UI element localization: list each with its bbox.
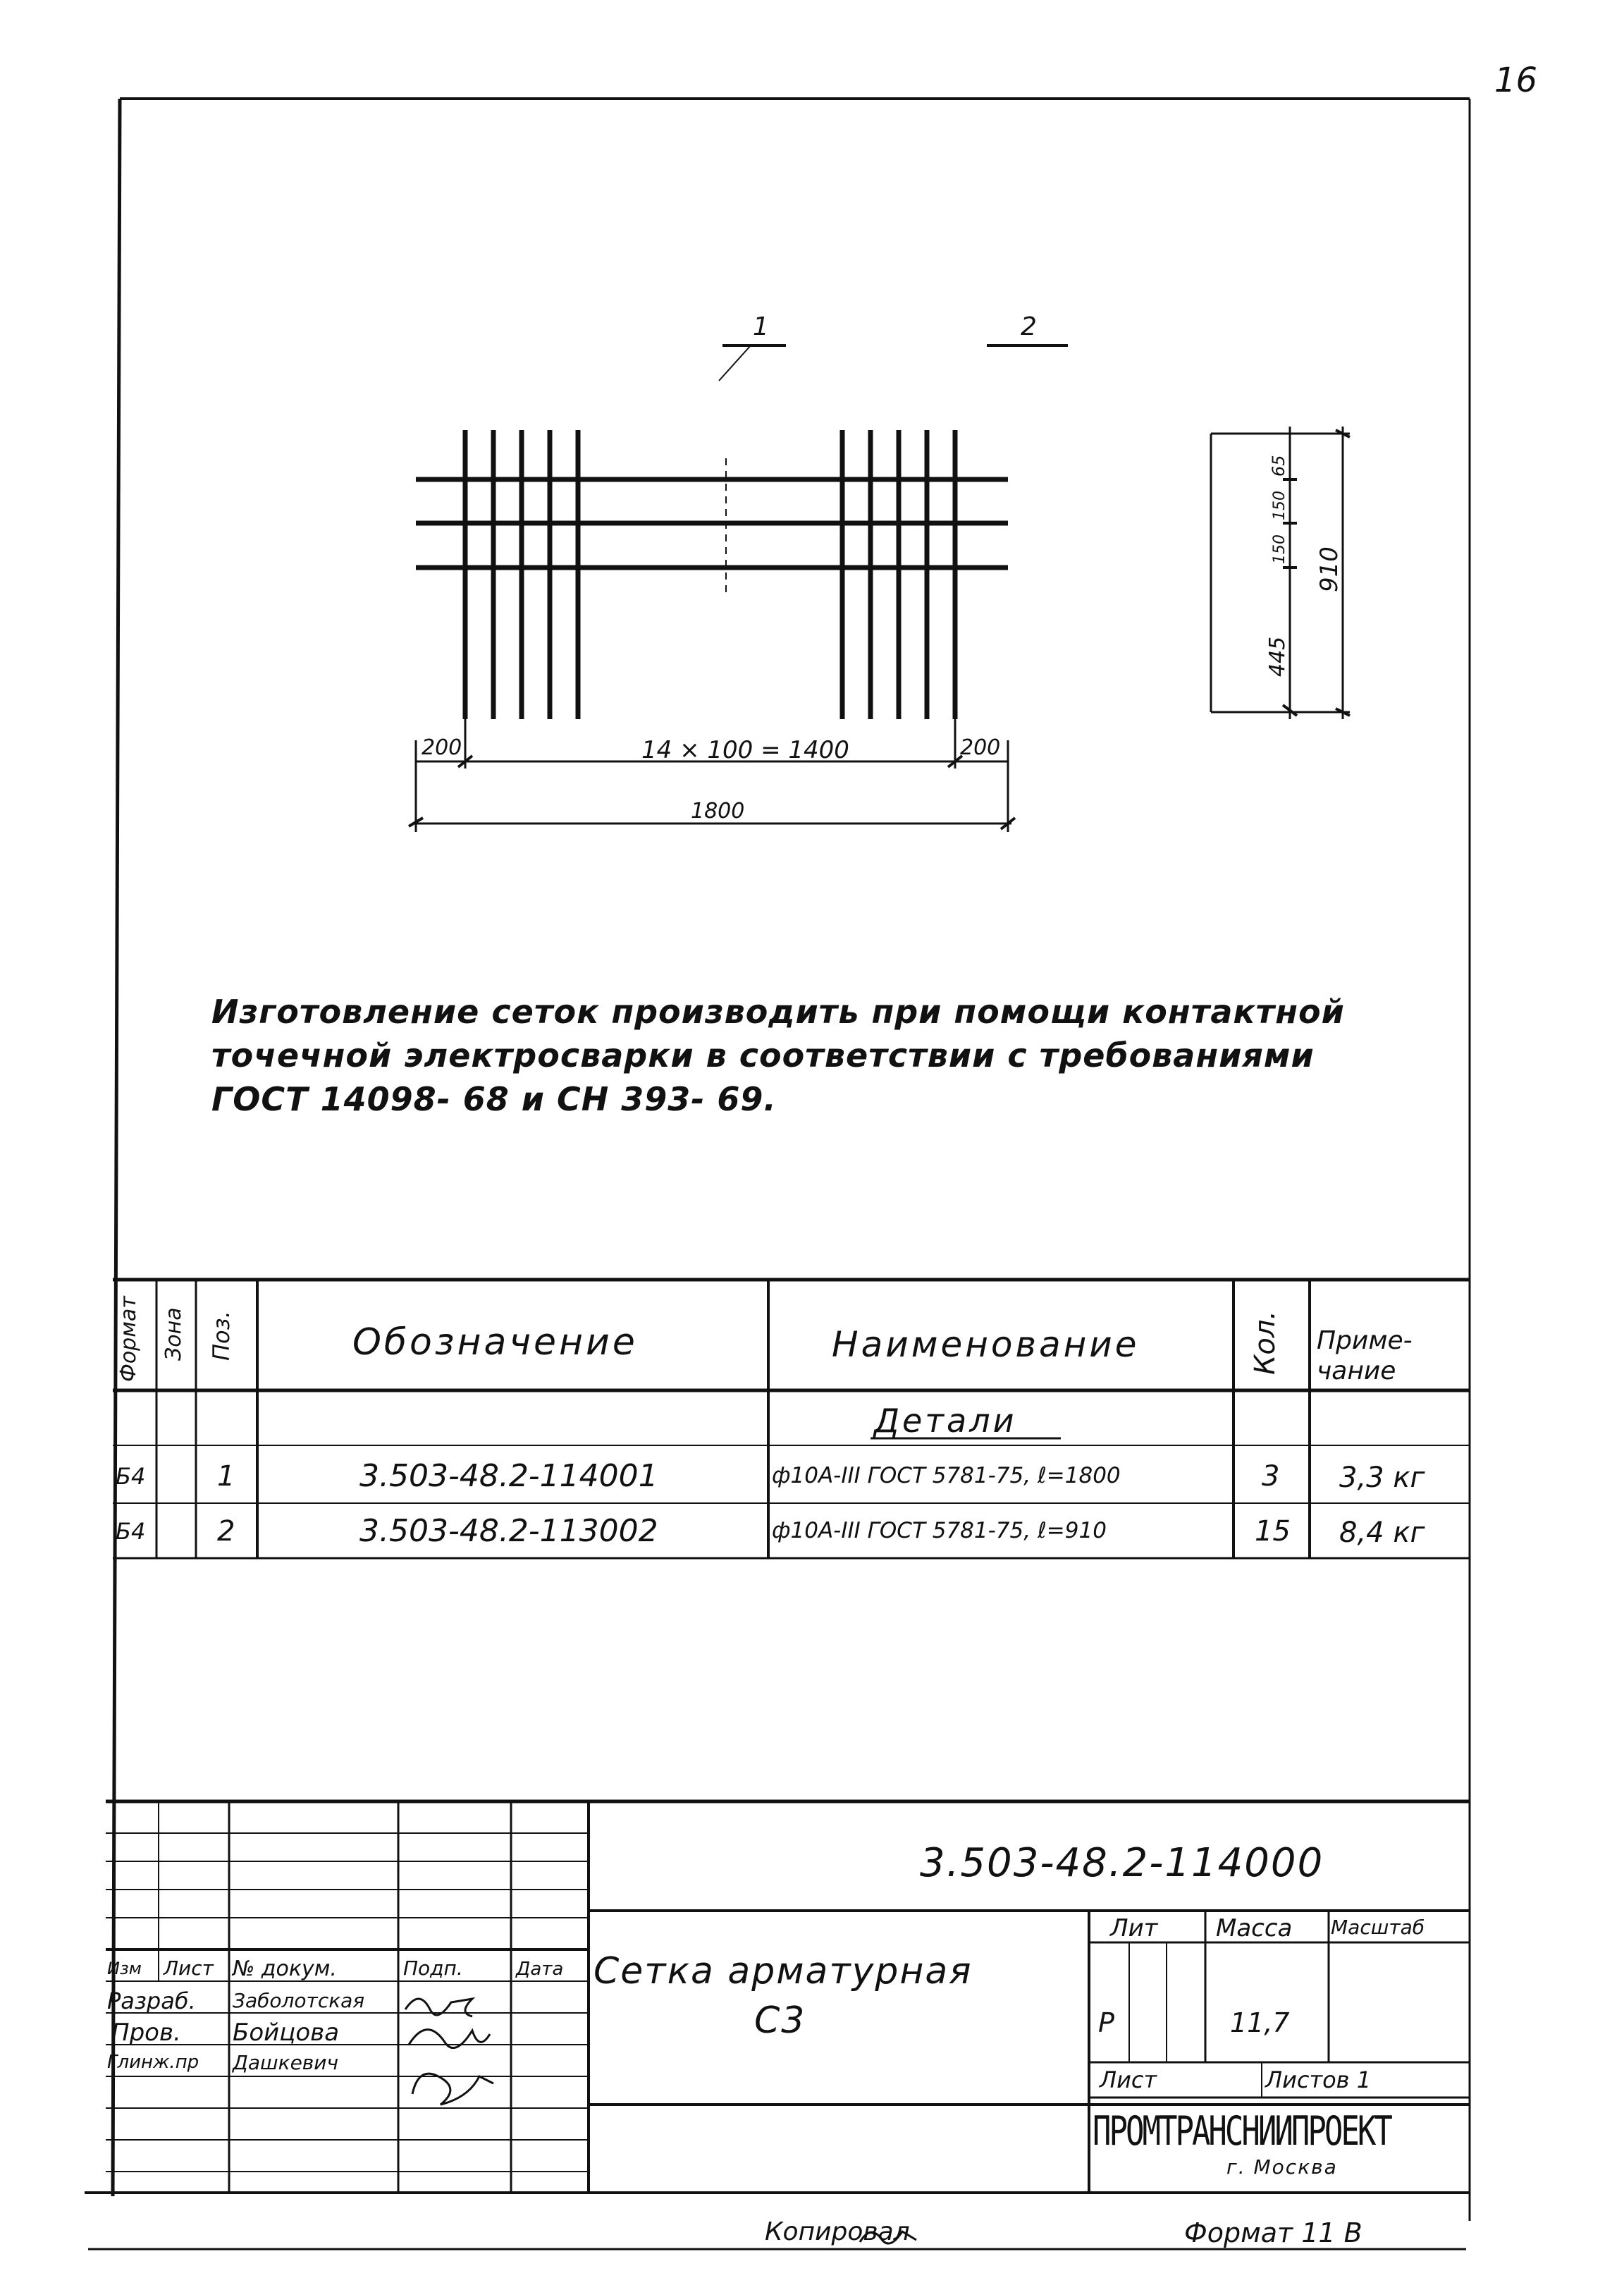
header-pos: Поз. (208, 1311, 235, 1361)
row2-qty: 15 (1255, 1515, 1291, 1548)
fabrication-note-line-1: Изготовление сеток производить при помощи контактной (211, 993, 1345, 1031)
header-format: Формат (116, 1296, 141, 1382)
tb-header-doc-no: № докум. (233, 1957, 337, 1981)
tb-header-sign: Подп. (403, 1957, 463, 1980)
fabrication-note-line-2: точечной электросварки в соответствии с требованиями (211, 1036, 1315, 1074)
header-note: Приме-чание (1317, 1326, 1413, 1386)
dim-middle: 14 × 100 = 1400 (641, 736, 849, 764)
dim-150-lower: 150 (1271, 534, 1288, 564)
dim-left: 200 (422, 735, 462, 760)
staff-role-developer: Разраб. (107, 1988, 196, 2014)
dim-total: 1800 (691, 799, 745, 823)
tb-header-list: Лист (164, 1957, 214, 1980)
header-designation: Обозначение (352, 1321, 638, 1364)
lit-label: Лит (1110, 1914, 1158, 1942)
sheets-count: Листов 1 (1265, 2066, 1372, 2093)
sheet-label: Лист (1100, 2066, 1157, 2093)
dim-910: 910 (1315, 546, 1343, 592)
dim-150-upper: 150 (1271, 491, 1288, 520)
row1-format: Б4 (116, 1463, 146, 1490)
scale-label: Масштаб (1331, 1916, 1425, 1939)
row2-note: 8,4 кг (1339, 1517, 1425, 1549)
staff-role-checker: Пров. (111, 2019, 181, 2047)
mass-value: 11,7 (1230, 2007, 1290, 2038)
copied-by-label: Копировал (765, 2217, 910, 2246)
dim-right: 200 (960, 735, 1001, 760)
dim-65: 65 (1269, 455, 1288, 477)
section-title-details: Детали (874, 1402, 1017, 1440)
signatures (405, 1999, 916, 2246)
staff-name-developer: Заболотская (233, 1989, 365, 2012)
row1-designation: 3.503-48.2-114001 (359, 1458, 658, 1494)
header-name: Наименование (832, 1324, 1140, 1365)
row1-pos: 1 (217, 1460, 235, 1493)
row1-note: 3,3 кг (1339, 1462, 1425, 1494)
organization-city: г. Москва (1226, 2155, 1338, 2179)
tb-header-izm: Изм (107, 1959, 142, 1978)
callout-2: 2 (1021, 312, 1037, 341)
row2-designation: 3.503-48.2-113002 (359, 1513, 658, 1549)
lit-value: Р (1098, 2007, 1114, 2038)
row1-qty: 3 (1262, 1460, 1280, 1493)
row2-format: Б4 (116, 1518, 146, 1545)
mesh-drawing (409, 312, 1350, 832)
drawing-title-mark: С3 (754, 2000, 806, 2042)
staff-name-checker: Бойцова (233, 2019, 340, 2047)
row1-name: ф10А-III ГОСТ 5781-75, ℓ=1800 (772, 1463, 1121, 1488)
drawing-title: Сетка арматурная (593, 1950, 973, 1992)
dim-445: 445 (1265, 636, 1290, 677)
row2-pos: 2 (217, 1515, 235, 1548)
fabrication-note-line-3: ГОСТ 14098- 68 и СН 393- 69. (211, 1080, 777, 1118)
mass-label: Масса (1216, 1914, 1293, 1942)
tb-header-date: Дата (516, 1959, 564, 1980)
staff-role-chief-engineer: Глинж.пр (107, 2052, 199, 2073)
document-code: 3.503-48.2-114000 (920, 1840, 1324, 1886)
sheet-format: Формат 11 В (1184, 2217, 1362, 2248)
row2-name: ф10А-III ГОСТ 5781-75, ℓ=910 (772, 1518, 1107, 1543)
header-zone: Зона (161, 1307, 186, 1361)
callout-1: 1 (753, 312, 769, 341)
staff-name-chief-engineer: Дашкевич (233, 2051, 339, 2074)
organization-name: ПРОМТРАНСНИИПРОЕКТ (1093, 2107, 1391, 2155)
header-qty: Кол. (1249, 1310, 1281, 1375)
page-number: 16 (1494, 61, 1538, 100)
